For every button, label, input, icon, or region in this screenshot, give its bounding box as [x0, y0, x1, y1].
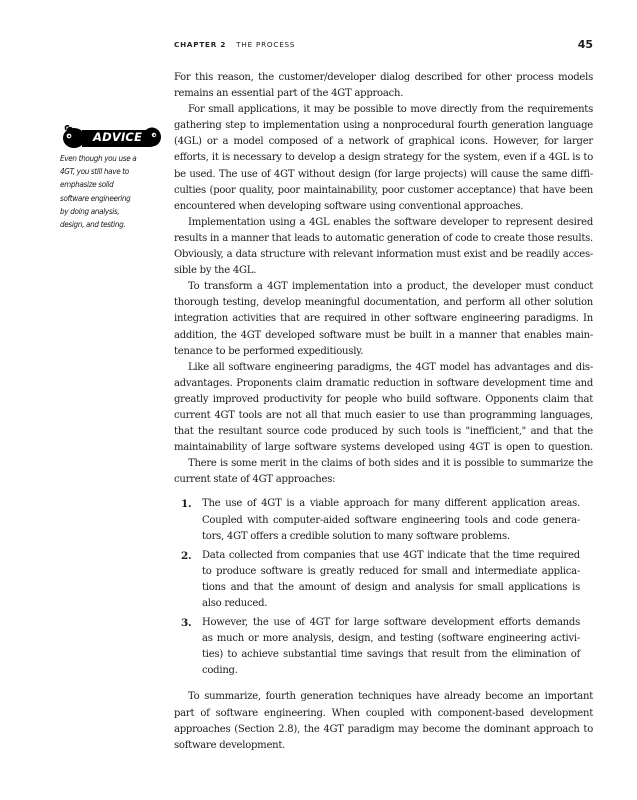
text-line: greatly improved productivity for people who build software. Opponents claim that — [174, 393, 593, 405]
text-line: tions and that the amount of design and analysis for small applications is — [202, 581, 580, 593]
advice-label: ADVICE — [93, 130, 143, 144]
text-line: tenance to be performed expeditiously. — [174, 345, 364, 357]
text-line: Coupled with computer-aided software engineering tools and code genera- — [202, 514, 580, 526]
list-number: 2. — [181, 549, 192, 562]
text-line: addition, the 4GT developed software must be built in a manner that enables main- — [174, 329, 593, 341]
text-line: that the resultant source code produced by such tools is "inefficient," and that the — [174, 426, 593, 438]
text-line: results in a manner that leads to automatic generation of code to create those results. — [174, 232, 593, 244]
text-line: approaches (Section 2.8), the 4GT paradigm may become the dominant approach to — [174, 723, 593, 735]
text-line: remains an essential part of the 4GT approach. — [174, 88, 404, 100]
list-item — [174, 615, 580, 679]
text-line: For this reason, the customer/developer dialog described for other process models — [174, 72, 593, 83]
text-line: efforts, it is necessary to develop a design strategy for the system, even if a 4GL is to — [174, 152, 593, 164]
advice-line: software engineering — [60, 192, 131, 203]
text-line: current state of 4GT approaches: — [174, 474, 336, 486]
paragraph — [174, 456, 593, 488]
text-line: However, the use of 4GT for large software development efforts demands — [202, 617, 580, 629]
advice-line: 4GT, you still have to — [60, 166, 129, 177]
advice-line: emphasize solid — [60, 179, 114, 190]
advice-margin-note — [60, 124, 164, 231]
advice-line: by doing analysis, — [60, 205, 120, 216]
text-line: Data collected from companies that use 4GT indicate that the time required — [202, 549, 580, 561]
advice-line: design, and testing. — [60, 219, 126, 230]
list-item — [174, 496, 580, 544]
text-line: To summarize, fourth generation techniques have already become an important — [188, 691, 593, 703]
text-line: be used. The use of 4GT without design (for large projects) will cause the same diffi- — [174, 168, 593, 180]
chapter-title: THE PROCESS — [236, 40, 296, 49]
text-line: ties) to achieve substantial time savings that result from the elimination of — [202, 649, 580, 661]
text-line: integration activities that are required in other software engineering paradigms. In — [174, 313, 593, 325]
advice-line: Even though you use a — [60, 153, 137, 163]
text-line: part of software engineering. When coupled with component-based development — [174, 707, 593, 719]
text-line: to produce software is greatly reduced for small and intermediate applica- — [202, 565, 580, 577]
text-line: For small applications, it may be possible to move directly from the requirements — [188, 104, 593, 116]
paragraph — [174, 360, 593, 457]
text-line: Obviously, a data structure with relevant information must exist and be readily acces- — [174, 249, 593, 261]
text-line: culties (poor quality, poor maintainability, poor customer acceptance) that have been — [174, 184, 593, 196]
chapter-label: CHAPTER 2 — [174, 40, 227, 49]
paragraph — [174, 689, 593, 753]
running-header — [174, 40, 295, 49]
text-line: as much or more analysis, design, and testing (software engineering activi- — [202, 633, 580, 645]
numbered-list — [174, 496, 593, 679]
list-item — [174, 548, 580, 612]
text-line: thorough testing, develop meaningful documentation, and perform all other solution — [174, 297, 593, 309]
list-number: 3. — [181, 617, 192, 630]
text-line: The use of 4GT is a viable approach for many different application areas. — [202, 498, 580, 510]
text-line: (4GL) or a model composed of a network of graphical icons. However, for larger — [174, 136, 593, 148]
advice-text — [60, 152, 164, 231]
paragraph — [174, 279, 593, 359]
text-line: tors, 4GT offers a credible solution to many software problems. — [202, 530, 510, 542]
text-line: coding. — [202, 665, 238, 677]
advice-badge — [60, 124, 164, 150]
text-line: Like all software engineering paradigms, the 4GT model has advantages and dis- — [188, 361, 593, 373]
paragraph — [174, 215, 593, 279]
text-line: gathering step to implementation using a nonprocedural fourth generation language — [174, 120, 593, 132]
text-line: maintainability of large software systems developed using 4GT is open to question. — [174, 442, 593, 454]
text-line: advantages. Proponents claim dramatic reduction in software development time and — [174, 377, 593, 389]
text-line: current 4GT tools are not all that much easier to use than programming languages, — [174, 409, 593, 421]
text-line: Implementation using a 4GL enables the software developer to represent desired — [188, 216, 593, 228]
text-line: There is some merit in the claims of both sides and it is possible to summarize the — [188, 458, 593, 470]
text-line: software development. — [174, 739, 286, 751]
text-line: encountered when developing software using conventional approaches. — [174, 200, 524, 212]
text-line: To transform a 4GT implementation into a product, the developer must conduct — [188, 281, 593, 293]
text-line: sible by the 4GL. — [174, 265, 257, 277]
page-number: 45 — [577, 38, 593, 51]
body-text — [174, 70, 593, 754]
list-number: 1. — [181, 498, 192, 511]
text-line: also reduced. — [202, 598, 268, 609]
paragraph — [174, 102, 593, 215]
paragraph — [174, 70, 593, 102]
